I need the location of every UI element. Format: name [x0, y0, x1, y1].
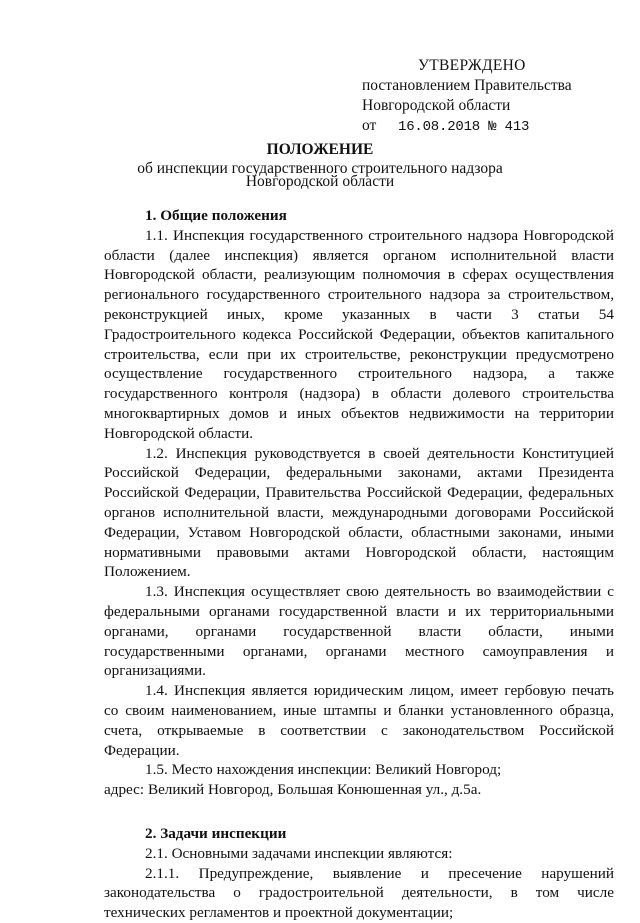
approval-date-number: 16.08.2018 № 413: [398, 119, 530, 135]
document-body: [104, 206, 614, 923]
paragraph-1-1: 1.1. Инспекция государственного строительного надзора Новгородской области (далее инспекция) является органом исполнительной власти Новгородской области, реализующим полномочия в сферах осуществления регионального государственного строительного надзора за строительством, реконструкцией иных, кроме указанных в части 3 статьи 54 Градостроительного кодекса Российской Федерации, объектов капитального строительства, если при их строительстве, реконструкции предусмотрено осуществление государственного строительного надзора, а также государственного контроля (надзора) в области долевого строительства многоквартирных домов и иных объектов недвижимости на территории Новгородской области.: [104, 226, 614, 442]
paragraph-1-3: 1.3. Инспекция осуществляет свою деятельность во взаимодействии с федеральными органами государственной власти и их территориальными органами, органами государственной власти области, иными государственными органами, органами местного самоуправления и организациями.: [104, 583, 614, 680]
approval-heading: УТВЕРЖДЕНО: [418, 57, 526, 74]
subtitle-line-1: об инспекции государственного строительного надзора: [137, 160, 503, 177]
subtitle-line-2: Новгородской области: [245, 173, 395, 190]
section-1-heading: 1. Общие положения: [145, 207, 287, 224]
paragraph-1-4: 1.4. Инспекция является юридическим лицом, имеет гербовую печать со своим наименованием, иные штампы и бланки установленного образца, счета, открываемые в соответствии с законодательством Российской Федерации.: [104, 682, 614, 759]
paragraph-1-5: 1.5. Место нахождения инспекции: Великий Новгород;: [145, 761, 502, 779]
paragraph-1-2: 1.2. Инспекция руководствуется в своей деятельности Конституцией Российской Федерации, федеральными законами, актами Президента Российской Федерации, Правительства Российской Федерации, федеральных органов исполнительной власти, международными договорами Российской Федерации, Уставом Новгородской области, областными законами, иными нормативными правовыми актами Новгородской области, настоящим Положением.: [104, 444, 614, 581]
section-2-heading: 2. Задачи инспекции: [145, 824, 287, 842]
approval-line-1: постановлением Правительства: [362, 77, 572, 94]
paragraph-2-1-1: 2.1.1. Предупреждение, выявление и пресечение нарушений законодательства о градостроительной деятельности, в том числе технических регламентов и проектной документации;: [104, 864, 614, 922]
approval-stamp: [362, 56, 622, 137]
approval-date-line: [362, 116, 622, 137]
section-gap: [104, 800, 614, 824]
paragraph-2-1: 2.1. Основными задачами инспекции являются:: [145, 844, 453, 862]
document-title: ПОЛОЖЕНИЕ: [266, 141, 374, 158]
address-line: адрес: Великий Новгород, Большая Конюшенная ул., д.5а.: [104, 781, 482, 799]
document-subtitle: [0, 162, 640, 188]
approval-line-2: Новгородской области: [362, 97, 511, 114]
approval-from-label: от: [362, 117, 377, 134]
